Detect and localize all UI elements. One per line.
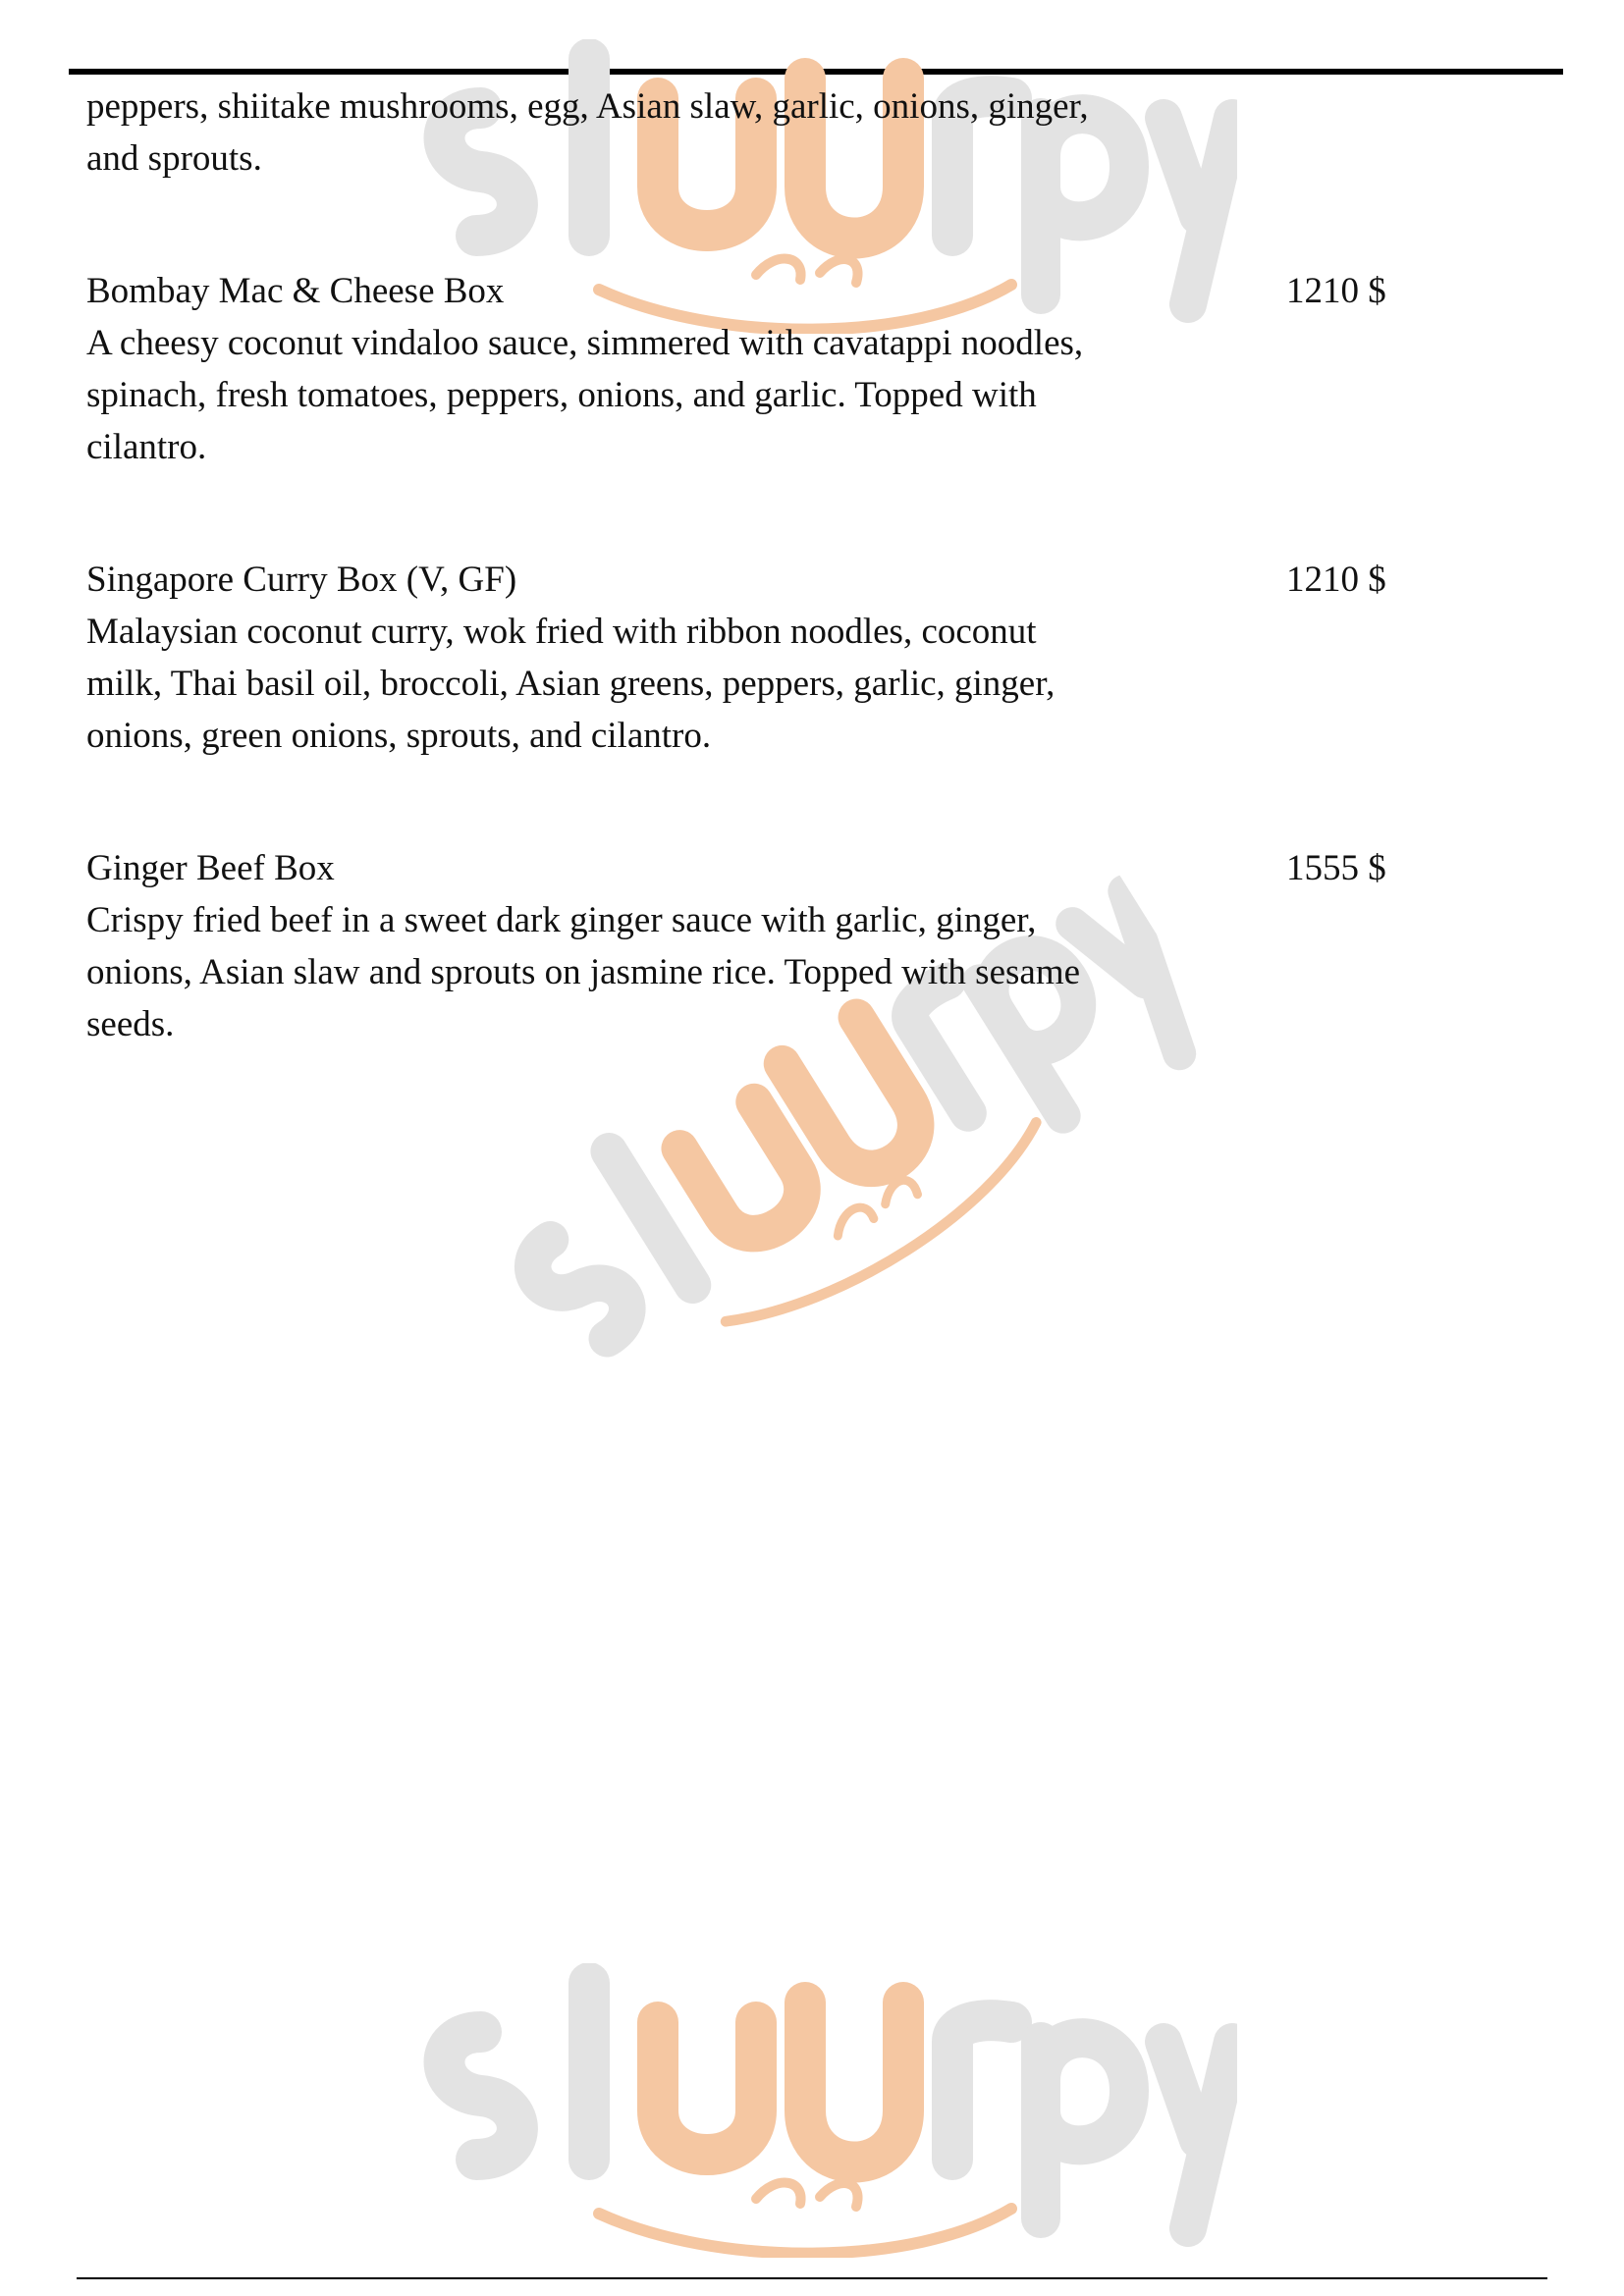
top-divider	[69, 69, 1563, 75]
slurpy-watermark-logo	[403, 1963, 1237, 2258]
menu-item-bombay-mac-cheese-box	[86, 265, 1520, 473]
item-name: Bombay Mac & Cheese Box	[86, 271, 505, 311]
item-description: A cheesy coconut vindaloo sauce, simmered with cavatappi noodles, spinach, fresh tomatoes, peppers, onions, and garlic. Topped with cilantro.	[86, 323, 1084, 467]
item-name: Singapore Curry Box (V, GF)	[86, 560, 517, 600]
item-price: 1555 $	[1286, 848, 1386, 888]
menu-item-ginger-beef-box	[86, 842, 1520, 1050]
menu-item-singapore-curry-box	[86, 554, 1520, 762]
item-price: 1210 $	[1286, 271, 1386, 311]
menu-list	[86, 80, 1520, 1131]
menu-item-continuation	[86, 80, 1520, 185]
item-name: Ginger Beef Box	[86, 848, 335, 888]
item-description: Crispy fried beef in a sweet dark ginger sauce with garlic, ginger, onions, Asian slaw and sprouts on jasmine rice. Topped with sesame seeds.	[86, 900, 1081, 1044]
item-description: peppers, shiitake mushrooms, egg, Asian slaw, garlic, onions, ginger, and sprouts.	[86, 86, 1089, 179]
item-price: 1210 $	[1286, 560, 1386, 600]
item-description: Malaysian coconut curry, wok fried with ribbon noodles, coconut milk, Thai basil oil, broccoli, Asian greens, peppers, garlic, ginger, onions, green onions, sprouts, and cilantro.	[86, 612, 1056, 756]
bottom-divider	[77, 2277, 1547, 2279]
